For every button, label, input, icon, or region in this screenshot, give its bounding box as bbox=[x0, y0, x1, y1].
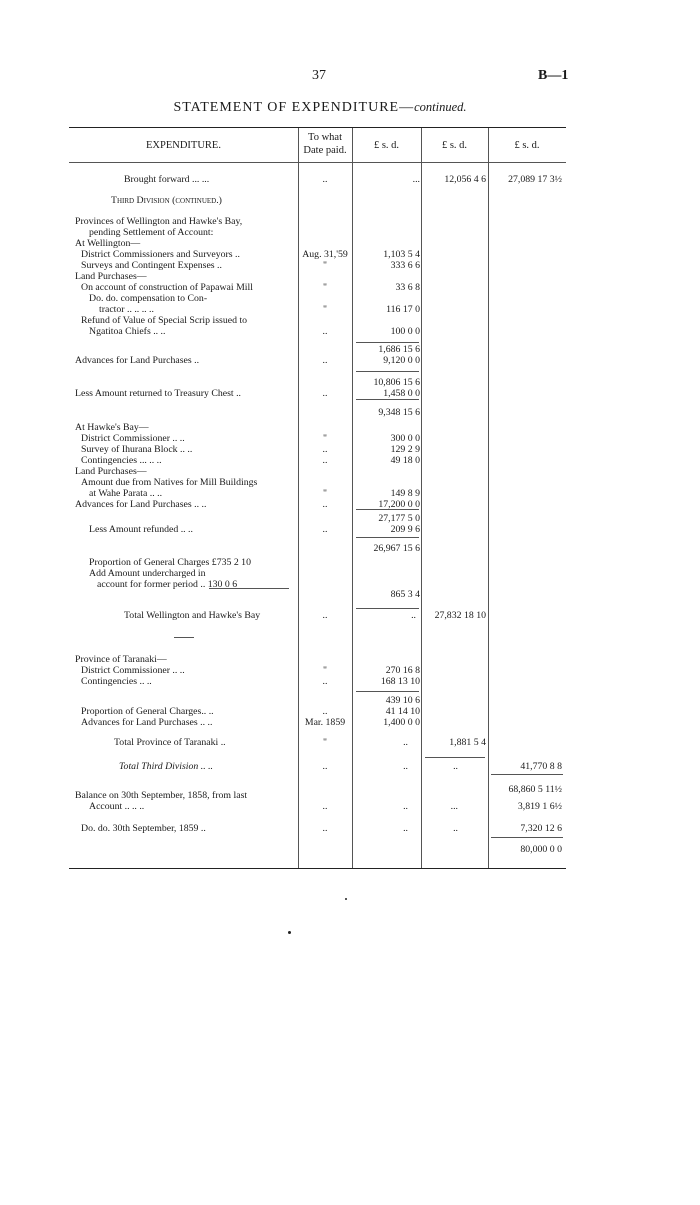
expenditure-table bbox=[69, 127, 566, 869]
row-advances-1: Advances for Land Purchases .. bbox=[75, 355, 200, 366]
amount-cell: 439 10 6 bbox=[385, 695, 420, 706]
amount-cell: 300 0 0 bbox=[390, 433, 420, 444]
row-less-refunded: Less Amount refunded .. .. bbox=[89, 524, 193, 535]
amount-cell: 41,770 8 8 bbox=[520, 761, 562, 772]
row-surveys-contingent: Surveys and Contingent Expenses .. bbox=[81, 260, 222, 271]
amount-cell: .. bbox=[403, 823, 408, 834]
row-balance-1858: Balance on 30th September, 1858, from last bbox=[75, 790, 248, 801]
subtotal-rule bbox=[356, 342, 419, 343]
row-district-commissioner-t: District Commissioner .. .. bbox=[81, 665, 185, 676]
amount-cell: 10,806 15 6 bbox=[373, 377, 420, 388]
date-cell: .. bbox=[322, 455, 328, 466]
page-title bbox=[0, 100, 640, 116]
row-district-commissioners: District Commissioners and Surveyors .. bbox=[81, 249, 240, 260]
amount-cell: .. bbox=[403, 761, 408, 772]
date-cell: .. bbox=[322, 706, 328, 717]
row-ngatitoa: Ngatitoa Chiefs .. .. bbox=[89, 326, 166, 337]
row-land-purchases-2: Land Purchases— bbox=[75, 466, 147, 477]
row-at-hawkes-bay: At Hawke's Bay— bbox=[75, 422, 149, 433]
amount-cell: .. bbox=[403, 801, 408, 812]
row-compensation: Do. do. compensation to Con- bbox=[89, 293, 208, 304]
row-account: Account .. .. .. bbox=[89, 801, 145, 812]
subtotal-rule bbox=[356, 691, 419, 692]
row-district-commissioner: District Commissioner .. .. bbox=[81, 433, 185, 444]
amount-cell: 7,320 12 6 bbox=[520, 823, 562, 834]
amount-cell: 27,177 5 0 bbox=[378, 513, 420, 524]
date-cell: .. bbox=[322, 761, 328, 772]
ink-speck bbox=[288, 931, 291, 934]
amount-cell: 3,819 1 6½ bbox=[517, 801, 562, 812]
amount-cell: 270 16 8 bbox=[385, 665, 420, 676]
date-cell: .. bbox=[322, 355, 328, 366]
title-main: STATEMENT OF EXPENDITURE— bbox=[173, 100, 415, 115]
row-refund-scrip: Refund of Value of Special Scrip issued to bbox=[81, 315, 248, 326]
amount-cell: 12,056 4 6 bbox=[444, 174, 486, 185]
header-pounds-col2: £ s. d. bbox=[441, 140, 468, 151]
date-cell: " bbox=[323, 488, 327, 499]
subtotal-rule bbox=[356, 371, 419, 372]
amount-cell: 1,881 5 4 bbox=[449, 737, 486, 748]
row-third-division: Third Division (continued.) bbox=[111, 195, 222, 206]
row-proportion-t: Proportion of General Charges.. .. bbox=[81, 706, 214, 717]
amount-cell: 49 18 0 bbox=[390, 455, 420, 466]
date-cell: " bbox=[323, 433, 327, 444]
date-cell: .. bbox=[322, 823, 328, 834]
row-land-purchases: Land Purchases— bbox=[75, 271, 147, 282]
row-total-taranaki: Total Province of Taranaki .. bbox=[114, 737, 226, 748]
header-date-line1: To what bbox=[308, 132, 342, 143]
row-former-period: account for former period .. 130 0 6 bbox=[97, 579, 238, 590]
amount-cell: 26,967 15 6 bbox=[373, 543, 420, 554]
date-cell: .. bbox=[322, 499, 328, 510]
amount-cell: 129 2 9 bbox=[390, 444, 420, 455]
header-pounds-col3: £ s. d. bbox=[514, 140, 540, 151]
subtotal-rule bbox=[491, 837, 563, 838]
header-rule bbox=[69, 162, 566, 163]
row-brought-forward: Brought forward ... ... bbox=[124, 174, 210, 185]
row-pending: pending Settlement of Account: bbox=[89, 227, 214, 238]
amount-cell: 1,458 0 0 bbox=[383, 388, 420, 399]
date-cell: " bbox=[323, 665, 327, 676]
subtotal-rule bbox=[491, 774, 563, 775]
row-contingencies-t: Contingencies .. .. bbox=[81, 676, 152, 687]
row-advances-t: Advances for Land Purchases .. .. bbox=[81, 717, 213, 728]
date-cell: .. bbox=[322, 444, 328, 455]
amount-cell: ... bbox=[450, 801, 458, 812]
date-cell: .. bbox=[322, 388, 328, 399]
amount-cell: 168 13 10 bbox=[380, 676, 420, 687]
row-ihurana-block: Survey of Ihurana Block .. .. bbox=[81, 444, 193, 455]
amount-cell: 33 6 8 bbox=[395, 282, 420, 293]
title-italic: continued. bbox=[414, 100, 467, 114]
amount-cell: 333 6 6 bbox=[390, 260, 420, 271]
row-balance-1859: Do. do. 30th September, 1859 .. bbox=[81, 823, 206, 834]
amount-cell: 41 14 10 bbox=[385, 706, 420, 717]
date-cell: .. bbox=[322, 174, 328, 185]
amount-cell: 27,832 18 10 bbox=[434, 610, 486, 621]
row-province-taranaki: Province of Taranaki— bbox=[75, 654, 167, 665]
subtotal-rule bbox=[356, 399, 419, 400]
amount-cell: 68,860 5 11½ bbox=[508, 784, 562, 795]
row-total-third-division: Total Third Division .. .. bbox=[119, 761, 213, 772]
row-less-returned: Less Amount returned to Treasury Chest .. bbox=[75, 388, 241, 399]
amount-cell: ... bbox=[412, 174, 420, 185]
date-cell: .. bbox=[322, 801, 328, 812]
row-contingencies-1: Contingencies ... .. .. bbox=[81, 455, 162, 466]
date-cell: Mar. 1859 bbox=[304, 717, 346, 728]
amount-cell: .. bbox=[411, 610, 416, 621]
row-advances-2: Advances for Land Purchases .. .. bbox=[75, 499, 207, 510]
amount-cell: 9,120 0 0 bbox=[383, 355, 420, 366]
date-cell: " bbox=[323, 304, 327, 315]
date-cell: " bbox=[323, 737, 327, 748]
row-provinces: Provinces of Wellington and Hawke's Bay, bbox=[75, 216, 243, 227]
amount-cell: .. bbox=[453, 761, 458, 772]
amount-cell: 209 9 6 bbox=[390, 524, 420, 535]
amount-cell: 1,400 0 0 bbox=[383, 717, 420, 728]
amount-cell: .. bbox=[453, 823, 458, 834]
subtotal-rule bbox=[356, 608, 419, 609]
column-rule bbox=[421, 128, 422, 868]
date-cell: .. bbox=[322, 524, 328, 535]
date-cell: " bbox=[323, 282, 327, 293]
amount-cell: 1,686 15 6 bbox=[378, 344, 420, 355]
document-code: B—1 bbox=[538, 68, 569, 83]
amount-cell: 80,000 0 0 bbox=[520, 844, 562, 855]
date-cell: .. bbox=[322, 610, 328, 621]
row-total-wellington: Total Wellington and Hawke's Bay bbox=[124, 610, 261, 621]
amount-cell: 17,200 0 0 bbox=[378, 499, 420, 510]
row-proportion-general: Proportion of General Charges £735 2 10 bbox=[89, 557, 251, 568]
header-pounds-col1: £ s. d. bbox=[373, 140, 400, 151]
row-papawai-mill: On account of construction of Papawai Mill bbox=[81, 282, 253, 293]
page-number: 37 bbox=[312, 68, 326, 83]
amount-cell: 865 3 4 bbox=[390, 589, 420, 600]
amount-cell: 9,348 15 6 bbox=[378, 407, 420, 418]
amount-cell: 1,103 5 4 bbox=[383, 249, 420, 260]
row-mill-buildings: Amount due from Natives for Mill Buildings bbox=[81, 477, 258, 488]
amount-cell: 27,089 17 3½ bbox=[508, 174, 562, 185]
amount-cell: .. bbox=[403, 737, 408, 748]
amount-cell: 149 8 9 bbox=[390, 488, 420, 499]
header-date-line2: Date paid. bbox=[303, 145, 347, 156]
row-at-wellington: At Wellington— bbox=[75, 238, 141, 249]
amount-cell: 100 0 0 bbox=[390, 326, 420, 337]
subtotal-rule bbox=[425, 757, 485, 758]
section-dash bbox=[174, 637, 194, 638]
date-cell: .. bbox=[322, 676, 328, 687]
column-rule bbox=[352, 128, 353, 868]
amount-cell: 116 17 0 bbox=[386, 304, 420, 315]
column-rule bbox=[488, 128, 489, 868]
date-cell: .. bbox=[322, 326, 328, 337]
date-cell: Aug. 31,'59 bbox=[302, 249, 348, 260]
row-add-undercharged: Add Amount undercharged in bbox=[89, 568, 206, 579]
row-contractor: tractor .. .. .. .. bbox=[99, 304, 154, 315]
header-expenditure: EXPENDITURE. bbox=[146, 140, 221, 151]
subtotal-rule bbox=[356, 537, 419, 538]
row-wahe-parata: at Wahe Parata .. .. bbox=[89, 488, 163, 499]
ink-speck bbox=[345, 898, 347, 900]
date-cell: " bbox=[323, 260, 327, 271]
